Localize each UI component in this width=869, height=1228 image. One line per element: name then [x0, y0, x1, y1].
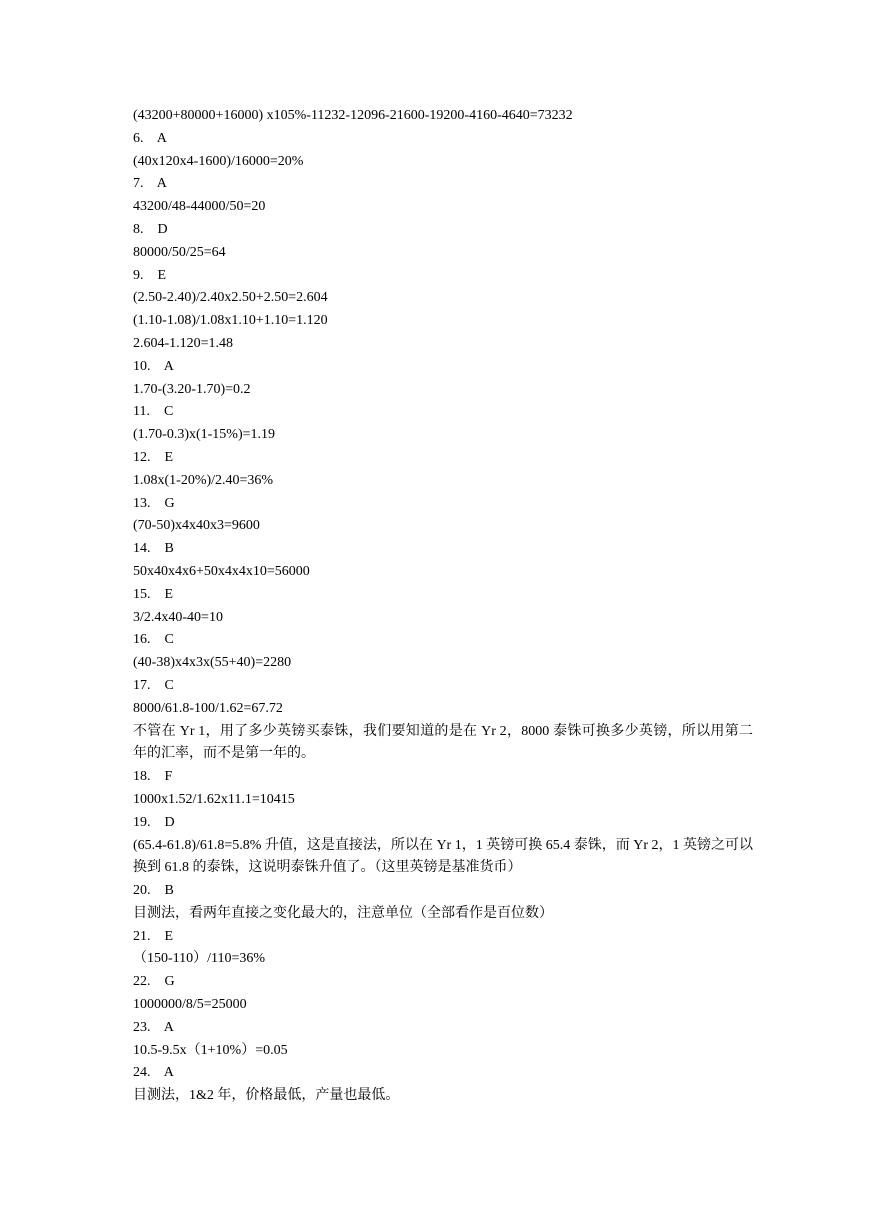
text-line: 19. D: [133, 814, 175, 830]
text-line: 10.5-9.5x（1+10%）=0.05: [133, 1042, 288, 1058]
text-line: (1.70-0.3)x(1-15%)=1.19: [133, 427, 276, 443]
answer-block-2: [133, 766, 753, 834]
text-line: (40x120x4-1600)/16000=20%: [133, 153, 304, 169]
text-line: 3/2.4x40-40=10: [133, 609, 223, 625]
text-line: (70-50)x4x40x3=9600: [133, 518, 260, 534]
text-line: 目测法，1&2 年，价格最低，产量也最低。: [133, 1088, 400, 1104]
text-line: 18. F: [133, 769, 173, 785]
text-line: 10. A: [133, 358, 174, 374]
text-line: 1000000/8/5=25000: [133, 997, 247, 1013]
answer-block-3: [133, 880, 753, 1108]
text-line: 6. A: [133, 130, 167, 146]
text-line: 20. B: [133, 883, 174, 899]
text-line: 1000x1.52/1.62x11.1=10415: [133, 791, 295, 807]
text-line: 80000/50/25=64: [133, 244, 226, 260]
text-line: （150-110）/110=36%: [133, 951, 266, 967]
text-line: (2.50-2.40)/2.40x2.50+2.50=2.604: [133, 290, 328, 306]
text-line: 1.08x(1-20%)/2.40=36%: [133, 472, 274, 488]
text-line: 50x40x4x6+50x4x4x10=56000: [133, 563, 310, 579]
text-line: 12. E: [133, 449, 174, 465]
text-line: 14. B: [133, 541, 174, 557]
document-page: [133, 105, 753, 1108]
text-line: 43200/48-44000/50=20: [133, 199, 266, 215]
text-line: 7. A: [133, 176, 167, 192]
text-line: 2.604-1.120=1.48: [133, 335, 234, 351]
note-19: (65.4-61.8)/61.8=5.8% 升值，这是直接法，所以在 Yr 1，1 英镑可换 65.4 泰铢，而 Yr 2，1 英镑之可以换到 61.8 的泰铢，这说明泰铢升值了。（这里英镑是基准货币）: [133, 837, 753, 876]
text-line: 1.70-(3.20-1.70)=0.2: [133, 381, 251, 397]
text-line: 11. C: [133, 404, 174, 420]
text-line: 16. C: [133, 632, 174, 648]
text-line: 9. E: [133, 267, 167, 283]
text-line: 8000/61.8-100/1.62=67.72: [133, 700, 283, 716]
text-line: 23. A: [133, 1019, 174, 1035]
text-line: 15. E: [133, 586, 174, 602]
text-line: 24. A: [133, 1065, 174, 1081]
text-line: 21. E: [133, 928, 174, 944]
note-17: 不管在 Yr 1，用了多少英镑买泰铢，我们要知道的是在 Yr 2，8000 泰铢可换多少英镑，所以用第二年的汇率，而不是第一年的。: [133, 723, 753, 762]
text-line: 目测法，看两年直接之变化最大的，注意单位（全部看作是百位数）: [133, 905, 553, 921]
text-line: 13. G: [133, 495, 175, 511]
text-line: 22. G: [133, 974, 175, 990]
text-line: (40-38)x4x3x(55+40)=2280: [133, 655, 292, 671]
text-line: (43200+80000+16000) x105%-11232-12096-21600-19200-4160-4640=73232: [133, 108, 573, 123]
text-line: 17. C: [133, 677, 174, 693]
text-line: 8. D: [133, 221, 168, 237]
text-line: (1.10-1.08)/1.08x1.10+1.10=1.120: [133, 313, 328, 329]
answer-block-1: [133, 105, 753, 721]
